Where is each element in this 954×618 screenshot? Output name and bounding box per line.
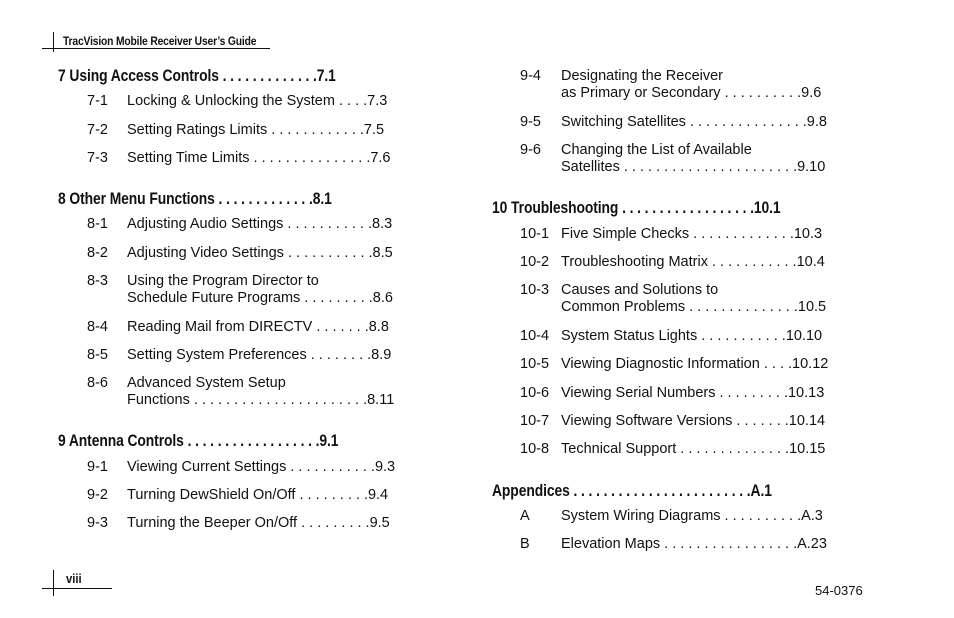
toc-entry[interactable]: Designating the Receiver <box>561 68 724 84</box>
toc-entry[interactable]: Turning the Beeper On/Off . . . . . . . . .9.5 <box>127 515 390 531</box>
toc-entry-number: 8-6 <box>87 375 108 391</box>
toc-entry-number: 9-3 <box>87 515 108 531</box>
toc-section-heading[interactable]: 9 Antenna Controls . . . . . . . . . . . . . . . . . .9.1 <box>58 432 339 450</box>
toc-entry[interactable]: Viewing Diagnostic Information . . . .10.12 <box>561 356 829 372</box>
toc-entry-number: 8-4 <box>87 319 108 335</box>
toc-entry-number: B <box>520 536 530 552</box>
header-rule-vertical <box>53 32 54 52</box>
page-number: viii <box>66 572 82 586</box>
toc-entry-number: 10-3 <box>520 282 550 298</box>
toc-entry-number: 8-5 <box>87 347 108 363</box>
toc-entry-number: 7-2 <box>87 122 108 138</box>
toc-entry[interactable]: Viewing Serial Numbers . . . . . . . . .10.13 <box>561 385 825 401</box>
toc-entry-number: 9-5 <box>520 114 541 130</box>
toc-entry-number: 8-3 <box>87 273 108 289</box>
toc-entry[interactable]: Switching Satellites . . . . . . . . . . . . . . .9.8 <box>561 114 827 130</box>
toc-entry[interactable]: Troubleshooting Matrix . . . . . . . . . . .10.4 <box>561 254 825 270</box>
toc-entry-continuation[interactable]: Schedule Future Programs . . . . . . . . .8.6 <box>127 290 393 306</box>
toc-entry-number: 9-6 <box>520 142 541 158</box>
toc-entry-continuation[interactable]: Functions . . . . . . . . . . . . . . . . . . . . . .8.11 <box>127 392 395 408</box>
toc-entry[interactable]: Setting System Preferences . . . . . . . .8.9 <box>127 347 392 363</box>
toc-entry[interactable]: Setting Ratings Limits . . . . . . . . . . . .7.5 <box>127 122 385 138</box>
toc-entry-number: 9-2 <box>87 487 108 503</box>
toc-entry-number: 10-2 <box>520 254 550 270</box>
toc-entry-number: 9-1 <box>87 459 108 475</box>
toc-entry[interactable]: Reading Mail from DIRECTV . . . . . . .8.8 <box>127 319 389 335</box>
toc-entry[interactable]: Changing the List of Available <box>561 142 752 158</box>
toc-entry[interactable]: Setting Time Limits . . . . . . . . . . . . . . .7.6 <box>127 150 391 166</box>
toc-entry[interactable]: Causes and Solutions to <box>561 282 719 298</box>
toc-entry-number: 10-1 <box>520 226 550 242</box>
toc-entry-number: 10-7 <box>520 413 550 429</box>
toc-entry-number: 8-1 <box>87 216 108 232</box>
toc-entry[interactable]: Five Simple Checks . . . . . . . . . . . . .10.3 <box>561 226 823 242</box>
toc-section-heading[interactable]: Appendices . . . . . . . . . . . . . . . . . . . . . . . .A.1 <box>492 482 772 500</box>
toc-entry[interactable]: Viewing Current Settings . . . . . . . . . . .9.3 <box>127 459 396 475</box>
toc-entry[interactable]: Advanced System Setup <box>127 375 286 391</box>
toc-entry-number: 10-5 <box>520 356 550 372</box>
toc-entry-continuation[interactable]: Common Problems . . . . . . . . . . . . . .10.5 <box>561 299 827 315</box>
toc-entry[interactable]: Locking & Unlocking the System . . . .7.3 <box>127 93 388 109</box>
toc-entry[interactable]: Adjusting Video Settings . . . . . . . . . . .8.5 <box>127 245 393 261</box>
toc-entry-number: 10-8 <box>520 441 550 457</box>
toc-section-heading[interactable]: 8 Other Menu Functions . . . . . . . . . . . . .8.1 <box>58 190 332 208</box>
toc-entry-number: 8-2 <box>87 245 108 261</box>
toc-entry[interactable]: Elevation Maps . . . . . . . . . . . . . . . . .A.23 <box>561 536 827 552</box>
toc-entry[interactable]: Viewing Software Versions . . . . . . .10.14 <box>561 413 826 429</box>
toc-entry-number: 10-6 <box>520 385 550 401</box>
toc-section-heading[interactable]: 10 Troubleshooting . . . . . . . . . . . . . . . . . .10.1 <box>492 199 781 217</box>
toc-entry[interactable]: Using the Program Director to <box>127 273 319 289</box>
toc-entry-number: 7-1 <box>87 93 108 109</box>
toc-entry-number: 9-4 <box>520 68 541 84</box>
footer-rule-vertical <box>53 570 54 596</box>
toc-entry-number: 10-4 <box>520 328 550 344</box>
toc-section-heading[interactable]: 7 Using Access Controls . . . . . . . . . . . . .7.1 <box>58 67 336 85</box>
header-rule-horizontal <box>42 48 270 49</box>
footer-rule-horizontal <box>42 588 112 589</box>
toc-entry[interactable]: Technical Support . . . . . . . . . . . . . .10.15 <box>561 441 826 457</box>
running-header: TracVision Mobile Receiver User’s Guide <box>63 34 257 48</box>
toc-entry-continuation[interactable]: as Primary or Secondary . . . . . . . . . .9.6 <box>561 85 822 101</box>
toc-entry-number: A <box>520 508 530 524</box>
toc-entry-number: 7-3 <box>87 150 108 166</box>
toc-entry-continuation[interactable]: Satellites . . . . . . . . . . . . . . . . . . . . . .9.10 <box>561 159 826 175</box>
document-number: 54-0376 <box>815 583 863 598</box>
toc-entry[interactable]: System Wiring Diagrams . . . . . . . . . .A.3 <box>561 508 823 524</box>
toc-entry[interactable]: Turning DewShield On/Off . . . . . . . . .9.4 <box>127 487 389 503</box>
toc-entry[interactable]: System Status Lights . . . . . . . . . . .10.10 <box>561 328 823 344</box>
toc-entry[interactable]: Adjusting Audio Settings . . . . . . . . . . .8.3 <box>127 216 393 232</box>
